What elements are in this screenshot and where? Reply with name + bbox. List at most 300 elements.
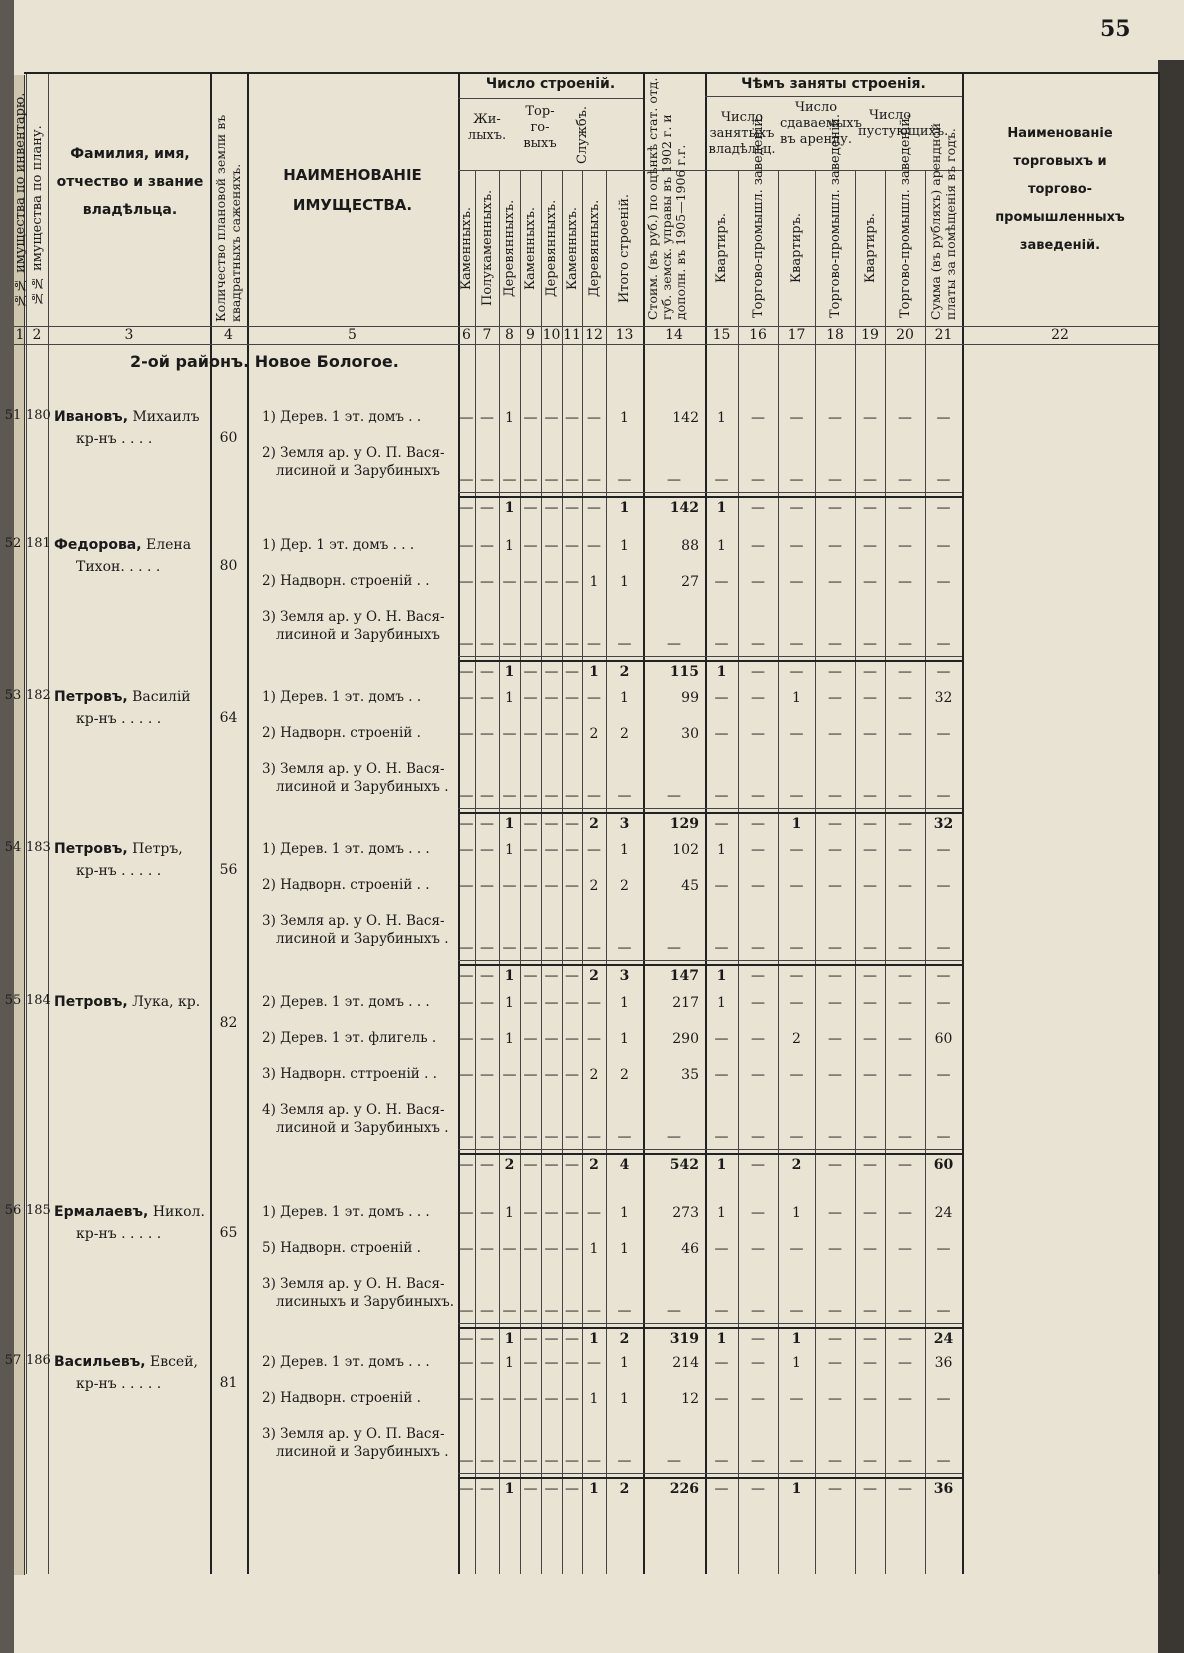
total-c17: 1 (791, 1331, 802, 1347)
dash: — (863, 538, 877, 554)
dash: — (565, 538, 579, 554)
dash: — (898, 472, 912, 488)
dash: — (480, 636, 494, 652)
dash: — (523, 1241, 538, 1257)
subtotal-rule (458, 492, 962, 493)
land-area: 65 (219, 1225, 238, 1241)
owner-rank: кр-нъ . . . . (76, 431, 153, 447)
total-rule (458, 1153, 962, 1155)
header-col-c20: Торгово-промышл. заведеній. (897, 113, 913, 318)
dash: — (863, 1331, 877, 1347)
dash: — (587, 410, 601, 426)
dash: — (714, 690, 729, 706)
dash: — (936, 842, 951, 858)
dash: — (502, 574, 517, 590)
dash: — (480, 1481, 494, 1497)
total-c15: 1 (716, 1331, 727, 1347)
dash: — (459, 574, 474, 590)
column-rule (48, 74, 49, 1574)
dash: — (523, 538, 538, 554)
column-number: 13 (615, 327, 634, 343)
dash: — (936, 968, 951, 984)
property-item-cont: лисиной и Зарубиныхъ . (276, 779, 449, 795)
dash: — (789, 995, 804, 1011)
dash: — (480, 574, 494, 590)
dash: — (480, 472, 494, 488)
dash: — (789, 940, 804, 956)
header-property-name: НАИМЕНОВАНІЕ ИМУЩЕСТВА. (283, 166, 422, 214)
value-c21: 60 (934, 1031, 953, 1047)
dash: — (565, 878, 579, 894)
dash: — (544, 1241, 559, 1257)
column-number: 11 (563, 327, 581, 343)
dash: — (459, 1355, 474, 1371)
value-c14: 142 (672, 410, 699, 426)
total-c21: 24 (933, 1331, 954, 1347)
header-occupancy: Чѣмъ заняты строенія. (741, 76, 926, 92)
dash: — (751, 726, 765, 742)
owner-given-name: Никол. (152, 1204, 205, 1220)
total-c15: 1 (716, 968, 727, 984)
dash: — (502, 1067, 517, 1083)
dash: — (523, 1481, 538, 1497)
dash: — (828, 664, 842, 680)
dash: — (502, 1303, 517, 1319)
total-c15: 1 (716, 1157, 727, 1173)
header-trade-establishments: Наименованіе торговыхъ и торгово-промышленныхъ заведеній. (995, 126, 1125, 253)
dash: — (480, 788, 494, 804)
dash: — (751, 574, 765, 590)
dash: — (898, 788, 912, 804)
total-c17: 1 (791, 1481, 802, 1497)
land-area: 56 (219, 862, 238, 878)
total-rule (458, 812, 962, 814)
dash: — (828, 1157, 842, 1173)
dash: — (828, 1031, 842, 1047)
dash: — (544, 788, 559, 804)
dash: — (544, 1355, 559, 1371)
dash: — (523, 878, 538, 894)
dash: — (587, 472, 601, 488)
dash: — (667, 940, 681, 956)
dash: — (523, 816, 538, 832)
dash: — (667, 1303, 681, 1319)
header-col-c10: Деревянныхъ. (544, 199, 559, 297)
dash: — (898, 1355, 912, 1371)
dash: — (523, 1205, 538, 1221)
dash: — (898, 574, 912, 590)
dash: — (936, 940, 951, 956)
dash: — (480, 1331, 494, 1347)
total-rule (458, 1477, 962, 1479)
column-number: 10 (542, 327, 561, 343)
dash: — (936, 664, 951, 680)
owner-rank: Тихон. . . . . (76, 559, 161, 575)
total-rule (458, 964, 962, 966)
dash: — (459, 842, 474, 858)
dash: — (714, 1303, 729, 1319)
dash: — (828, 1331, 842, 1347)
header-service: Службъ. (575, 105, 590, 164)
dash: — (565, 472, 579, 488)
dash: — (459, 940, 474, 956)
dash: — (714, 1031, 729, 1047)
value-c8: 1 (505, 842, 514, 858)
column-number: 14 (665, 327, 683, 343)
dash: — (828, 500, 842, 516)
total-c13: 4 (619, 1157, 630, 1173)
owner-rank: кр-нъ . . . . . (76, 1226, 162, 1242)
dash: — (502, 1241, 517, 1257)
value-c21: 32 (934, 690, 953, 706)
dash: — (828, 878, 842, 894)
property-item: 3) Земля ар. у О. Н. Вася- (262, 761, 445, 777)
column-number: 7 (482, 327, 492, 343)
value-c13: 2 (620, 726, 629, 742)
dash: — (751, 995, 765, 1011)
dash: — (480, 1067, 494, 1083)
dash: — (863, 1067, 877, 1083)
column-number: 2 (32, 327, 42, 343)
dash: — (936, 636, 951, 652)
column-number: 5 (348, 327, 357, 343)
dash: — (587, 940, 601, 956)
property-item: 3) Земля ар. у О. Н. Вася- (262, 913, 445, 929)
inventory-number: 52 (4, 536, 22, 551)
total-rule (458, 496, 962, 498)
value-c13: 1 (620, 995, 629, 1011)
dash: — (544, 1129, 559, 1145)
dash: — (617, 636, 632, 652)
value-c14: 46 (681, 1241, 699, 1257)
dash: — (544, 472, 559, 488)
total-c14: 142 (669, 500, 699, 516)
owner-name (54, 1201, 206, 1245)
dash: — (714, 636, 729, 652)
dash: — (898, 1303, 912, 1319)
dash: — (587, 842, 601, 858)
header-occ-rent: Число сдаваемыхъ въ аренду. (780, 100, 862, 147)
dash: — (480, 726, 494, 742)
dash: — (863, 995, 877, 1011)
dash: — (617, 940, 632, 956)
land-area: 64 (219, 710, 238, 726)
owner-given-name: Лука, кр. (132, 994, 201, 1010)
dash: — (565, 940, 579, 956)
owner-surname: Петровъ, (54, 994, 128, 1010)
dash: — (587, 1303, 601, 1319)
dash: — (898, 1205, 912, 1221)
value-c13: 1 (620, 538, 629, 554)
owner-rank (54, 1016, 76, 1032)
dash: — (617, 472, 632, 488)
dash: — (714, 574, 729, 590)
dash: — (502, 1391, 517, 1407)
property-item: 2) Надворн. строеній . (262, 725, 421, 741)
dash: — (523, 1067, 538, 1083)
page-edge-right (1158, 60, 1184, 1653)
dash: — (751, 788, 765, 804)
value-c14: 99 (681, 690, 699, 706)
dash: — (898, 1031, 912, 1047)
dash: — (523, 410, 538, 426)
dash: — (898, 538, 912, 554)
dash: — (936, 500, 951, 516)
dash: — (617, 788, 632, 804)
total-c14: 542 (669, 1157, 699, 1173)
dash: — (587, 1031, 601, 1047)
dash: — (863, 574, 877, 590)
dash: — (898, 1481, 912, 1497)
header-col-c15: Квартиръ. (714, 212, 729, 284)
dash: — (898, 1067, 912, 1083)
value-c12: 1 (589, 574, 599, 590)
dash: — (936, 410, 951, 426)
dash: — (898, 1129, 912, 1145)
dash: — (480, 1241, 494, 1257)
value-c14: 102 (672, 842, 699, 858)
dash: — (565, 1303, 579, 1319)
dash: — (502, 636, 517, 652)
dash: — (863, 842, 877, 858)
dash: — (587, 1129, 601, 1145)
column-number: 4 (224, 327, 233, 343)
subtotal-rule (458, 808, 962, 809)
value-c13: 2 (620, 878, 629, 894)
dash: — (523, 1031, 538, 1047)
dash: — (714, 726, 729, 742)
dash: — (502, 1129, 517, 1145)
owner-given-name: Елена (146, 537, 192, 553)
header-col-c8: Деревянныхъ. (502, 199, 517, 297)
dash: — (898, 726, 912, 742)
dash: — (751, 1067, 765, 1083)
dash: — (617, 1453, 632, 1469)
value-c15: 1 (717, 410, 726, 426)
owner-given-name: Василій (132, 689, 191, 705)
dash: — (502, 726, 517, 742)
dash: — (544, 995, 559, 1011)
dash: — (565, 574, 579, 590)
dash: — (459, 968, 474, 984)
value-c8: 1 (505, 538, 514, 554)
dash: — (828, 538, 842, 554)
value-c14: 217 (672, 995, 699, 1011)
dash: — (459, 410, 474, 426)
property-item: 2) Дерев. 1 эт. домъ . . . (262, 994, 430, 1010)
value-c13: 1 (620, 690, 629, 706)
dash: — (789, 1303, 804, 1319)
value-c13: 1 (620, 1031, 629, 1047)
property-item: 2) Надворн. строеній . (262, 1390, 421, 1406)
column-number: 6 (462, 327, 471, 343)
dash: — (828, 816, 842, 832)
dash: — (523, 940, 538, 956)
dash: — (565, 664, 579, 680)
dash: — (459, 472, 474, 488)
dash: — (789, 664, 804, 680)
header-col-c12: Деревянныхъ. (586, 199, 602, 297)
dash: — (936, 574, 951, 590)
header-occ-empty: Число пустующихъ. (858, 108, 949, 139)
value-c8: 1 (505, 410, 514, 426)
total-c15: 1 (716, 664, 727, 680)
dash: — (544, 1481, 559, 1497)
dash: — (751, 410, 765, 426)
dash: — (565, 1031, 579, 1047)
dash: — (789, 472, 804, 488)
dash: — (863, 816, 877, 832)
dash: — (714, 1129, 729, 1145)
dash: — (751, 1355, 765, 1371)
dash: — (898, 1157, 912, 1173)
dash: — (459, 1481, 474, 1497)
total-c21: 36 (933, 1481, 954, 1497)
dash: — (480, 816, 494, 832)
dash: — (789, 410, 804, 426)
header-inventory-no: №№ имущества по инвентарю. (12, 92, 28, 308)
dash: — (667, 788, 681, 804)
owner-surname: Васильевъ, (54, 1354, 146, 1370)
owner-given-name: Евсей, (149, 1354, 198, 1370)
header-col-c11: Каменныхъ. (564, 206, 580, 290)
dash: — (565, 1067, 579, 1083)
dash: — (565, 968, 579, 984)
dash: — (523, 842, 538, 858)
dash: — (828, 726, 842, 742)
dash: — (480, 878, 494, 894)
value-c21: 36 (934, 1355, 953, 1371)
dash: — (751, 1157, 765, 1173)
dash: — (544, 1453, 559, 1469)
dash: — (828, 1453, 842, 1469)
dash: — (714, 1355, 729, 1371)
dash: — (863, 690, 877, 706)
property-item: 5) Надворн. строеній . (262, 1240, 421, 1256)
subtotal-rule (458, 1473, 962, 1474)
dash: — (523, 500, 538, 516)
dash: — (828, 1481, 842, 1497)
dash: — (789, 878, 804, 894)
dash: — (459, 500, 474, 516)
dash: — (480, 690, 494, 706)
dash: — (544, 878, 559, 894)
dash: — (789, 1067, 804, 1083)
dash: — (523, 1355, 538, 1371)
inventory-number: 55 (4, 993, 22, 1008)
dash: — (828, 1129, 842, 1145)
dash: — (544, 574, 559, 590)
dash: — (898, 968, 912, 984)
dash: — (863, 472, 877, 488)
dash: — (544, 664, 559, 680)
total-c13: 1 (619, 500, 630, 516)
dash: — (565, 690, 579, 706)
dash: — (523, 664, 538, 680)
dash: — (544, 1331, 559, 1347)
owner-name (54, 686, 206, 730)
dash: — (544, 1157, 559, 1173)
dash: — (828, 788, 842, 804)
dash: — (898, 878, 912, 894)
dash: — (544, 1031, 559, 1047)
dash: — (898, 940, 912, 956)
dash: — (587, 500, 601, 516)
total-c17: 1 (791, 816, 802, 832)
dash: — (863, 636, 877, 652)
dash: — (544, 1205, 559, 1221)
dash: — (936, 1067, 951, 1083)
column-number: 1 (15, 327, 25, 343)
inventory-number: 56 (4, 1203, 22, 1218)
dash: — (587, 1205, 601, 1221)
column-number: 18 (826, 327, 844, 343)
dash: — (714, 1453, 729, 1469)
dash: — (863, 1303, 877, 1319)
dash: — (480, 1355, 494, 1371)
column-number: 12 (585, 327, 603, 343)
dash: — (714, 816, 729, 832)
dash: — (936, 1391, 951, 1407)
dash: — (565, 410, 579, 426)
dash: — (751, 878, 765, 894)
total-c13: 2 (619, 1331, 630, 1347)
dash: — (828, 410, 842, 426)
dash: — (617, 1303, 632, 1319)
dash: — (544, 690, 559, 706)
owner-name (54, 991, 206, 1035)
value-c14: 88 (681, 538, 699, 554)
dash: — (751, 968, 765, 984)
dash: — (480, 1205, 494, 1221)
dash: — (828, 968, 842, 984)
dash: — (480, 664, 494, 680)
value-c17: 1 (792, 1205, 801, 1221)
total-c21: 60 (933, 1157, 954, 1173)
dash: — (714, 940, 729, 956)
dash: — (936, 1303, 951, 1319)
dash: — (565, 1481, 579, 1497)
total-c8: 1 (504, 500, 515, 516)
dash: — (751, 472, 765, 488)
dash: — (523, 1453, 538, 1469)
total-rule (458, 660, 962, 662)
value-c8: 1 (505, 1355, 514, 1371)
dash: — (480, 1391, 494, 1407)
property-item-cont: лисиныхъ и Зарубиныхъ. (276, 1294, 455, 1310)
property-item-cont: лисиной и Зарубиныхъ (276, 627, 440, 643)
dash: — (751, 1453, 765, 1469)
header-plan-no: №№ имущества по плану. (29, 125, 45, 305)
total-c14: 115 (669, 664, 699, 680)
dash: — (544, 538, 559, 554)
header-col-c16: Торгово-промышл. заведеній. (750, 113, 766, 318)
dash: — (459, 538, 474, 554)
header-col-c7: Полукаменныхъ. (479, 189, 495, 307)
dash: — (459, 1129, 474, 1145)
dash: — (863, 1031, 877, 1047)
owner-rank: кр-нъ . . . . . (76, 1376, 162, 1392)
dash: — (565, 1453, 579, 1469)
dash: — (459, 636, 474, 652)
dash: — (523, 995, 538, 1011)
value-c13: 1 (620, 1355, 629, 1371)
dash: — (751, 816, 765, 832)
value-c12: 1 (589, 1391, 599, 1407)
dash: — (751, 842, 765, 858)
dash: — (544, 968, 559, 984)
dash: — (459, 1067, 474, 1083)
